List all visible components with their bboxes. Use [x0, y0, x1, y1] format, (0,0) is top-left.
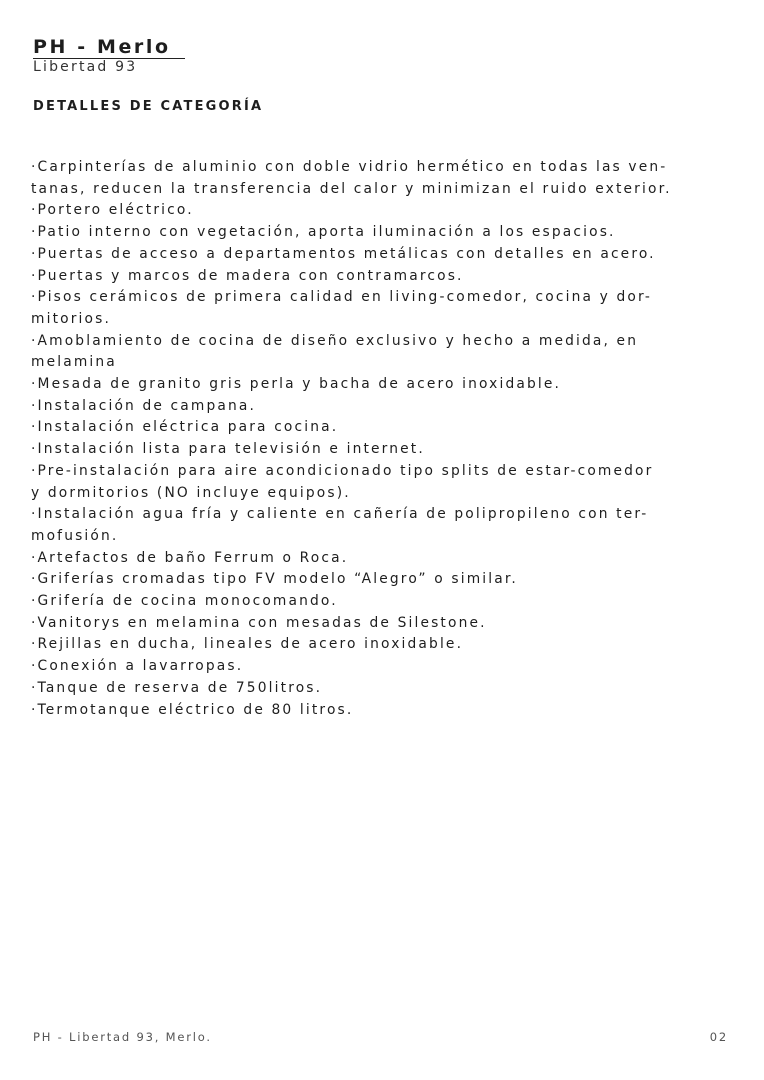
details-line: ·Pre-instalación para aire acondicionado tipo splits de estar-comedor [31, 462, 654, 479]
details-line: ·Amoblamiento de cocina de diseño exclusivo y hecho a medida, en [31, 332, 639, 349]
details-line: mofusión. [31, 527, 119, 544]
details-line: ·Instalación agua fría y caliente en cañería de polipropileno con ter- [31, 506, 649, 523]
details-line: ·Pisos cerámicos de primera calidad en living-comedor, cocina y dor- [31, 289, 653, 306]
details-line: ·Termotanque eléctrico de 80 litros. [31, 701, 354, 718]
details-line: ·Artefactos de baño Ferrum o Roca. [31, 549, 349, 566]
details-line: ·Conexión a lavarropas. [31, 658, 244, 675]
details-list [31, 157, 731, 721]
details-line: ·Carpinterías de aluminio con doble vidrio hermético en todas las ven- [31, 159, 668, 175]
details-line: melamina [31, 354, 117, 371]
details-line: ·Patio interno con vegetación, aporta iluminación a los espacios. [31, 224, 616, 241]
details-line: y dormitorios (NO incluye equipos). [31, 484, 351, 501]
details-line: ·Instalación eléctrica para cocina. [31, 419, 339, 436]
page-header [33, 36, 185, 75]
details-line: ·Puertas y marcos de madera con contramarcos. [31, 267, 464, 284]
details-line: ·Puertas de acceso a departamentos metálicas con detalles en acero. [31, 245, 656, 262]
details-line: ·Portero eléctrico. [31, 202, 194, 219]
page-subtitle: Libertad 93 [33, 59, 138, 75]
details-line: ·Vanitorys en melamina con mesadas de Silestone. [31, 614, 487, 631]
page-number: 02 [709, 1030, 728, 1044]
details-line: ·Tanque de reserva de 750litros. [31, 679, 323, 696]
details-line: tanas, reducen la transferencia del calor y minimizan el ruido exterior. [31, 180, 672, 197]
page-title: PH - Merlo [33, 36, 185, 59]
footer-caption: PH - Libertad 93, Merlo. [33, 1030, 212, 1044]
details-line: ·Griferías cromadas tipo FV modelo “Alegro” o similar. [31, 571, 518, 588]
details-line: ·Instalación lista para televisión e internet. [31, 441, 425, 458]
details-line: ·Mesada de granito gris perla y bacha de acero inoxidable. [31, 376, 562, 393]
details-line: ·Instalación de campana. [31, 397, 257, 414]
section-title: DETALLES DE CATEGORÍA [33, 99, 264, 114]
details-line: mitorios. [31, 310, 111, 327]
details-line: ·Rejillas en ducha, lineales de acero inoxidable. [31, 636, 464, 653]
details-line: ·Grifería de cocina monocomando. [31, 593, 338, 610]
